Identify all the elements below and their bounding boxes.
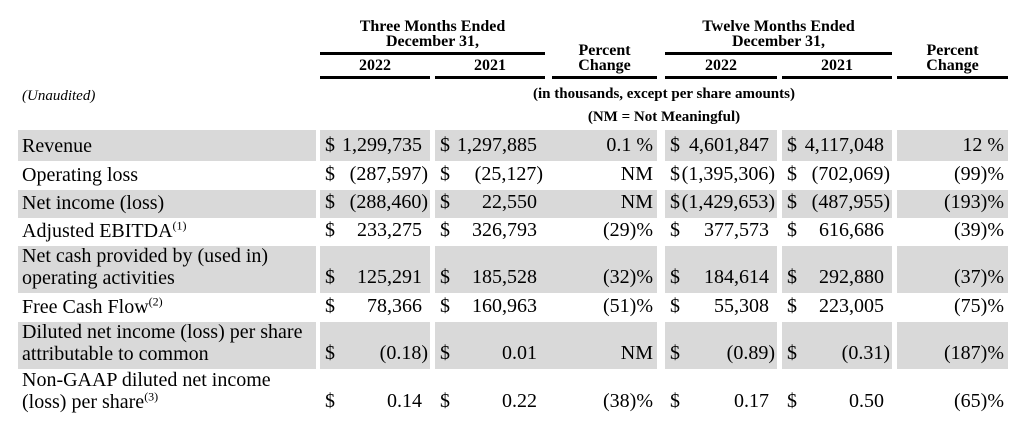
row-label-text: Net income (loss) (22, 192, 165, 214)
row-label (18, 218, 316, 246)
cell-value: (37)% (954, 266, 1004, 288)
col-group-line: December 31, (732, 33, 825, 50)
col-header-percent-change-1 (552, 43, 657, 79)
percent-header-line: Percent (926, 42, 979, 59)
currency-symbol: $ (787, 191, 797, 213)
nm-note: (NM = Not Meaningful) (587, 109, 741, 125)
cell-value: (99)% (954, 163, 1004, 185)
cell-12m-2021 (782, 293, 892, 322)
table-row-net-income (18, 190, 1008, 218)
cell-value: 0.01 (502, 342, 537, 364)
cell-pct-change-2 (897, 369, 1008, 417)
cell-3m-2022 (320, 218, 430, 246)
cell-value: NM (620, 191, 653, 213)
row-label-text: Diluted net income (loss) per share (22, 321, 303, 343)
unaudited-note: (Unaudited) (22, 88, 96, 104)
cell-value: (702,069) (811, 163, 890, 185)
cell-3m-2021 (435, 130, 545, 161)
cell-value: (187)% (944, 342, 1004, 364)
cell-3m-2022 (320, 161, 430, 190)
row-label-text (22, 296, 316, 318)
col-group-three-months (320, 19, 545, 55)
row-label (18, 161, 316, 190)
row-label (18, 293, 316, 322)
cell-12m-2022 (665, 369, 777, 417)
cell-3m-2021 (435, 293, 545, 322)
footnote-ref: (3) (144, 389, 159, 404)
cell-pct-change-1 (545, 322, 657, 369)
cell-12m-2022 (665, 322, 777, 369)
row-label-main: Adjusted EBITDA (22, 220, 173, 242)
row-label-text (22, 267, 316, 289)
cell-pct-change-1 (545, 246, 657, 293)
cell-pct-change-1 (545, 369, 657, 417)
currency-symbol: $ (325, 266, 335, 288)
cell-12m-2021 (782, 218, 892, 246)
cell-12m-2021 (782, 246, 892, 293)
table-row-operating-loss (18, 161, 1008, 190)
col-group-twelve-months (665, 19, 892, 55)
table-row-adjusted-ebitda (18, 218, 1008, 246)
currency-symbol: $ (325, 163, 335, 185)
row-label-main: Free Cash Flow (22, 296, 149, 318)
cell-3m-2021 (435, 218, 545, 246)
cell-value: 12 % (962, 134, 1004, 156)
row-label (18, 190, 316, 218)
cell-value: NM (620, 163, 653, 185)
row-label-line2: operating activities (22, 267, 175, 289)
cell-value: (65)% (954, 390, 1004, 412)
cell-12m-2021 (782, 322, 892, 369)
cell-value: 4,117,048 (804, 134, 884, 156)
currency-symbol: $ (670, 134, 680, 156)
cell-12m-2022 (665, 293, 777, 322)
cell-12m-2022 (665, 246, 777, 293)
cell-value: (0.18) (379, 342, 428, 364)
cell-value: (29)% (603, 219, 653, 241)
currency-symbol: $ (440, 295, 450, 317)
units-note: (in thousands, except per share amounts) (533, 86, 795, 102)
cell-value: (25,127) (474, 163, 543, 185)
cell-value: 326,793 (472, 219, 537, 241)
cell-value: 22,550 (482, 191, 537, 213)
cell-value: (287,597) (349, 163, 428, 185)
currency-symbol: $ (670, 219, 680, 241)
cell-value: 184,614 (704, 266, 769, 288)
cell-12m-2022 (665, 218, 777, 246)
cell-3m-2021 (435, 369, 545, 417)
cell-value: (288,460) (349, 191, 428, 213)
cell-value: (193)% (944, 191, 1004, 213)
cell-value: (1,429,653) (681, 191, 775, 213)
cell-pct-change-2 (897, 218, 1008, 246)
currency-symbol: $ (670, 342, 680, 364)
row-label-text (22, 220, 316, 242)
currency-symbol: $ (787, 266, 797, 288)
currency-symbol: $ (787, 342, 797, 364)
cell-value: (75)% (954, 295, 1004, 317)
cell-12m-2021 (782, 130, 892, 161)
cell-value: 0.17 (734, 390, 769, 412)
cell-value: (0.31) (841, 342, 890, 364)
cell-value: 0.22 (502, 390, 537, 412)
cell-3m-2022 (320, 293, 430, 322)
cell-pct-change-1 (545, 130, 657, 161)
table-row-diluted-eps (18, 322, 1008, 369)
cell-value: NM (620, 342, 653, 364)
currency-symbol: $ (440, 342, 450, 364)
cell-value: 0.14 (387, 390, 422, 412)
cell-value: 233,275 (357, 219, 422, 241)
currency-symbol: $ (787, 134, 797, 156)
cell-value: (51)% (603, 295, 653, 317)
row-label-line2: attributable to common (22, 343, 209, 365)
cell-value: (32)% (603, 266, 653, 288)
cell-12m-2022 (665, 190, 777, 218)
cell-pct-change-2 (897, 293, 1008, 322)
col-header-3m-2022: 2022 (320, 58, 430, 79)
col-header-12m-2022: 2022 (665, 58, 777, 79)
cell-value: 0.50 (849, 390, 884, 412)
cell-12m-2021 (782, 190, 892, 218)
cell-value: 292,880 (819, 266, 884, 288)
currency-symbol: $ (440, 163, 450, 185)
currency-symbol: $ (325, 390, 335, 412)
cell-3m-2021 (435, 322, 545, 369)
currency-symbol: $ (670, 266, 680, 288)
cell-value: (1,395,306) (681, 163, 775, 185)
cell-value: 0.1 % (606, 134, 653, 156)
currency-symbol: $ (325, 219, 335, 241)
cell-value: 185,528 (472, 266, 537, 288)
cell-value: 125,291 (357, 266, 422, 288)
percent-header-line: Change (578, 57, 631, 74)
cell-value: 223,005 (819, 295, 884, 317)
row-label-text: Non-GAAP diluted net income (22, 369, 271, 391)
currency-symbol: $ (670, 163, 680, 185)
col-header-12m-2021: 2021 (782, 58, 892, 79)
row-label (18, 369, 316, 417)
row-label-text: Operating loss (22, 164, 139, 186)
cell-pct-change-2 (897, 161, 1008, 190)
cell-3m-2022 (320, 322, 430, 369)
currency-symbol: $ (787, 163, 797, 185)
table-body (18, 130, 1008, 417)
currency-symbol: $ (325, 191, 335, 213)
currency-symbol: $ (670, 295, 680, 317)
row-label (18, 322, 316, 369)
currency-symbol: $ (787, 219, 797, 241)
cell-3m-2022 (320, 130, 430, 161)
currency-symbol: $ (440, 191, 450, 213)
cell-value: (39)% (954, 219, 1004, 241)
cell-value: (0.89) (726, 342, 775, 364)
cell-pct-change-1 (545, 218, 657, 246)
cell-value: 377,573 (704, 219, 769, 241)
cell-3m-2022 (320, 369, 430, 417)
cell-12m-2021 (782, 369, 892, 417)
currency-symbol: $ (325, 342, 335, 364)
cell-12m-2021 (782, 161, 892, 190)
cell-value: 1,297,885 (457, 134, 537, 156)
currency-symbol: $ (440, 390, 450, 412)
cell-pct-change-2 (897, 130, 1008, 161)
cell-value: 1,299,735 (342, 134, 422, 156)
table-row-revenue (18, 130, 1008, 161)
cell-value: 160,963 (472, 295, 537, 317)
currency-symbol: $ (787, 390, 797, 412)
cell-pct-change-2 (897, 246, 1008, 293)
cell-3m-2021 (435, 190, 545, 218)
col-header-3m-2021: 2021 (435, 58, 545, 79)
row-label-text (22, 391, 316, 413)
cell-pct-change-1 (545, 190, 657, 218)
cell-value: (487,955) (811, 191, 890, 213)
currency-symbol: $ (670, 191, 680, 213)
row-label-text (22, 343, 316, 365)
row-label-text: Net cash provided by (used in) (22, 245, 269, 267)
cell-value: 4,601,847 (689, 134, 769, 156)
percent-header-line: Change (926, 57, 979, 74)
table-row-net-cash-operating (18, 246, 1008, 293)
percent-header-line: Percent (578, 42, 631, 59)
currency-symbol: $ (440, 219, 450, 241)
cell-value: (38)% (603, 390, 653, 412)
col-header-percent-change-2 (897, 43, 1008, 79)
currency-symbol: $ (440, 134, 450, 156)
currency-symbol: $ (440, 266, 450, 288)
currency-symbol: $ (325, 295, 335, 317)
row-label (18, 130, 316, 161)
cell-pct-change-2 (897, 190, 1008, 218)
cell-3m-2021 (435, 246, 545, 293)
col-group-line: December 31, (386, 33, 479, 50)
cell-pct-change-1 (545, 293, 657, 322)
table-row-non-gaap-diluted-eps (18, 369, 1008, 417)
cell-12m-2022 (665, 130, 777, 161)
cell-value: 78,366 (367, 295, 422, 317)
cell-3m-2021 (435, 161, 545, 190)
col-group-line: Twelve Months Ended (702, 18, 855, 35)
currency-symbol: $ (670, 390, 680, 412)
footnote-ref: (1) (172, 218, 187, 233)
row-label-line2: (loss) per share (22, 391, 145, 413)
footnote-ref: (2) (148, 294, 163, 309)
cell-3m-2022 (320, 190, 430, 218)
row-label-text: Revenue (22, 135, 92, 157)
cell-pct-change-1 (545, 161, 657, 190)
row-label (18, 246, 316, 293)
cell-value: 55,308 (714, 295, 769, 317)
table-row-free-cash-flow (18, 293, 1008, 322)
currency-symbol: $ (787, 295, 797, 317)
cell-value: 616,686 (819, 219, 884, 241)
cell-12m-2022 (665, 161, 777, 190)
cell-3m-2022 (320, 246, 430, 293)
cell-pct-change-2 (897, 322, 1008, 369)
currency-symbol: $ (325, 134, 335, 156)
col-group-line: Three Months Ended (359, 18, 506, 35)
